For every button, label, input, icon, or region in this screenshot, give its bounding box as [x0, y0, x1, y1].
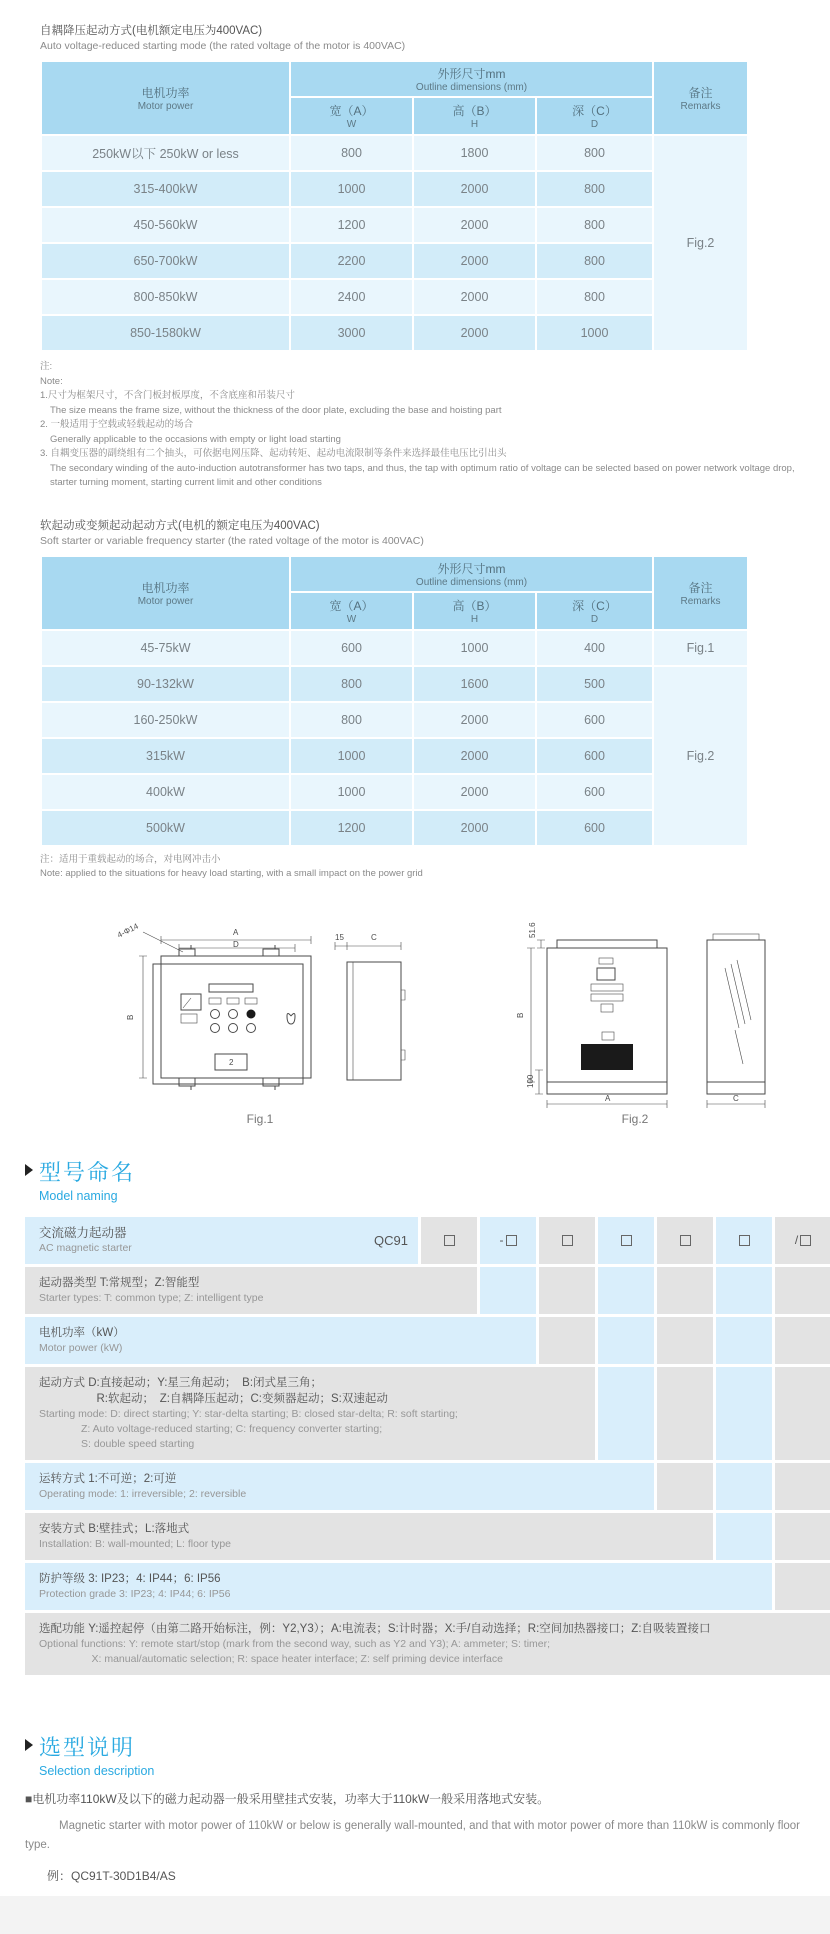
fig1-dim-d: D: [233, 939, 239, 949]
model-naming-row-8: [25, 1613, 830, 1675]
table-row: [42, 631, 747, 665]
fig1-callout: 4-Φ14: [115, 921, 140, 940]
model-naming-heading-en: Model naming: [39, 1188, 118, 1203]
depth-cell: 600: [537, 775, 652, 809]
column-stripe: [539, 1267, 595, 1314]
model-naming-row-5: [25, 1463, 654, 1510]
placeholder-square-icon: [739, 1235, 750, 1246]
height-cell: 1000: [414, 631, 535, 665]
model-naming-row-4: [25, 1367, 595, 1460]
model-row-zh-line: 起动方式 D:直接起动；Y:星三角起动； B:闭式星三角；: [39, 1376, 323, 1389]
remark-cell: Fig.1: [654, 631, 747, 665]
note-line: 3. 自耦变压器的副绕组有二个抽头，可依据电网压降、起动转矩、起动电流限制等条件来选择最佳电压比引出头: [40, 448, 507, 459]
column-stripe: [775, 1513, 830, 1560]
table-row: [42, 739, 747, 773]
table1-title-zh: 自耦降压起动方式(电机额定电压为400VAC): [40, 25, 263, 37]
placeholder-square-icon: [621, 1235, 632, 1246]
column-stripe: [716, 1463, 772, 1510]
fig2-dim-516: 51.6: [528, 921, 537, 938]
fig1-caption: Fig.1: [246, 1111, 274, 1126]
fig1-dim-15: 15: [335, 932, 344, 942]
column-stripe: [657, 1267, 713, 1314]
fig1-drawing: [95, 920, 425, 1110]
fig2-dim-a: A: [605, 1093, 611, 1103]
selection-heading: [25, 1731, 805, 1762]
note-line: starter turning moment, starting current limit and other conditions: [50, 477, 322, 488]
model-naming-row-7: [25, 1563, 772, 1610]
model-row-en-line: Z: Auto voltage-reduced starting; C: frequency converter starting;: [39, 1422, 383, 1435]
model-row-zh-line: R:软起动； Z:自耦降压起动；C:变频器起动；S:双速起动: [39, 1392, 388, 1405]
triangle-bullet-icon: [25, 1164, 33, 1176]
table-row: [42, 208, 747, 242]
note-line: The secondary winding of the auto-induction autotransformer has two taps, and thus, the tap with optimum ratio of voltage can be selected based on power network voltage drop,: [50, 462, 795, 474]
depth-cell: 800: [537, 172, 652, 206]
power-cell: 400kW: [42, 775, 289, 809]
table-row: [42, 703, 747, 737]
model-naming-grid: [25, 1217, 807, 1675]
model-row-en-line: Installation: B: wall-mounted; L: floor type: [39, 1537, 232, 1550]
width-cell: 800: [291, 667, 412, 701]
width-cell: 3000: [291, 316, 412, 350]
table-row: [42, 136, 747, 170]
model-code-box-6: [716, 1217, 772, 1264]
model-naming-heading-zh: 型号命名: [39, 1159, 136, 1185]
fig2-drawing: [485, 920, 785, 1110]
power-cell: 160-250kW: [42, 703, 289, 737]
column-stripe: [775, 1563, 830, 1610]
table1-notes: [40, 360, 805, 491]
table-row: [42, 811, 747, 845]
column-stripe: [598, 1317, 654, 1364]
fig2-dim-b: B: [516, 1012, 525, 1018]
table-row: [42, 244, 747, 278]
table1-title-en: Auto voltage-reduced starting mode (the rated voltage of the motor is 400VAC): [40, 40, 406, 52]
model-row-zh-line: 防护等级 3: IP23；4: IP44；6: IP56: [39, 1572, 221, 1585]
power-cell: 45-75kW: [42, 631, 289, 665]
footer-strip: [0, 1896, 830, 1934]
col-header-remarks: 备注 Remarks: [654, 557, 747, 629]
note-line: Generally applicable to the occasions with empty or light load starting: [50, 433, 341, 445]
model-row-en-line: Starting mode: D: direct starting; Y: star-delta starting; B: closed star-delta; R: soft starting;: [39, 1407, 458, 1420]
col-header-width: 宽（A） W: [291, 593, 412, 629]
model-row-zh-line: 运转方式 1:不可逆；2:可逆: [39, 1472, 177, 1485]
selection-example-code: 例：QC91T-30D1B4/AS: [47, 1868, 176, 1883]
soft-starter-table: [40, 555, 749, 847]
column-stripe: [775, 1367, 830, 1460]
column-stripe: [657, 1317, 713, 1364]
table2-notes: [40, 853, 805, 882]
width-cell: 1000: [291, 739, 412, 773]
width-cell: 800: [291, 136, 412, 170]
height-cell: 2000: [414, 703, 535, 737]
table-row: [42, 775, 747, 809]
width-cell: 1200: [291, 208, 412, 242]
model-row-zh-line: 起动器类型 T:常规型；Z:智能型: [39, 1276, 200, 1289]
power-cell: 315kW: [42, 739, 289, 773]
model-naming-heading: [25, 1156, 805, 1187]
model-row-en-line: Operating mode: 1: irreversible; 2: reversible: [39, 1487, 247, 1500]
column-stripe: [716, 1367, 772, 1460]
model-code-box-4: [598, 1217, 654, 1264]
table-row: [42, 667, 747, 701]
note-line: The size means the frame size, without the thickness of the door plate, excluding the base and hoisting part: [50, 404, 502, 416]
power-cell: 500kW: [42, 811, 289, 845]
depth-cell: 600: [537, 739, 652, 773]
model-row-en-line: X: manual/automatic selection; R: space heater interface; Z: self priming device interface: [39, 1652, 503, 1665]
outline-drawings: [95, 920, 805, 1126]
depth-cell: 400: [537, 631, 652, 665]
width-cell: 1000: [291, 775, 412, 809]
col-header-outline: 外形尺寸mm Outline dimensions (mm): [291, 557, 652, 591]
note-line: 1.尺寸为框架尺寸，不含门板封板厚度，不含底座和吊装尺寸: [40, 390, 295, 401]
height-cell: 2000: [414, 244, 535, 278]
column-stripe: [716, 1317, 772, 1364]
auto-voltage-table-body: [42, 136, 747, 350]
model-code-box-1: [421, 1217, 477, 1264]
selection-para1-zh: ■电机功率110kW及以下的磁力起动器一般采用壁挂式安装，功率大于110kW一般采用落地式安装。: [25, 1791, 550, 1806]
power-cell: 315-400kW: [42, 172, 289, 206]
height-cell: 1600: [414, 667, 535, 701]
model-naming-row-3: [25, 1317, 536, 1364]
column-stripe: [598, 1367, 654, 1460]
model-code-box-7: /: [775, 1217, 830, 1264]
selection-para1-en: Magnetic starter with motor power of 110kW or below is generally wall-mounted, and that with motor power of more than 110kW is commonly floor type.: [25, 1819, 800, 1851]
note-line: Note:: [40, 375, 63, 387]
selection-heading-zh: 选型说明: [39, 1734, 136, 1760]
depth-cell: 800: [537, 244, 652, 278]
model-row-zh-line: 安装方式 B:壁挂式；L:落地式: [39, 1522, 190, 1535]
column-stripe: [657, 1463, 713, 1510]
model-code-box-5: [657, 1217, 713, 1264]
placeholder-square-icon: [680, 1235, 691, 1246]
model-row-zh-line: 选配功能 Y:遥控起停（由第二路开始标注，例：Y2,Y3）；A:电流表；S:计时器；X:手/自动选择；R:空间加热器接口；Z:自吸装置接口: [39, 1622, 711, 1635]
model-row-zh-line: 电机功率（kW）: [39, 1326, 125, 1339]
power-cell: 250kW以下 250kW or less: [42, 136, 289, 170]
column-stripe: [539, 1317, 595, 1364]
power-cell: 850-1580kW: [42, 316, 289, 350]
depth-cell: 800: [537, 136, 652, 170]
triangle-bullet-icon: [25, 1739, 33, 1751]
col-header-height: 高（B） H: [414, 593, 535, 629]
fig2-caption: Fig.2: [621, 1111, 649, 1126]
depth-cell: 500: [537, 667, 652, 701]
selection-heading-en: Selection description: [39, 1763, 155, 1778]
table2-title-en: Soft starter or variable frequency starter (the rated voltage of the motor is 400VAC): [40, 534, 424, 547]
fig1-dim-a: A: [233, 927, 239, 937]
column-stripe: [598, 1267, 654, 1314]
placeholder-square-icon: [506, 1235, 517, 1246]
table2-title: [40, 517, 805, 547]
model-naming-row-1: [25, 1217, 418, 1264]
fig2-dim-c: C: [733, 1093, 739, 1103]
width-cell: 800: [291, 703, 412, 737]
remark-cell: Fig.2: [654, 667, 747, 845]
col-header-outline: 外形尺寸mm Outline dimensions (mm): [291, 62, 652, 96]
table-row: [42, 172, 747, 206]
note-line: 注：适用于重载起动的场合，对电网冲击小: [40, 853, 221, 865]
column-stripe: [775, 1317, 830, 1364]
height-cell: 2000: [414, 280, 535, 314]
power-cell: 450-560kW: [42, 208, 289, 242]
depth-cell: 800: [537, 208, 652, 242]
width-cell: 2400: [291, 280, 412, 314]
col-header-depth: 深（C） D: [537, 98, 652, 134]
column-stripe: [775, 1267, 830, 1314]
height-cell: 2000: [414, 316, 535, 350]
column-stripe: [716, 1267, 772, 1314]
note-line: Note: applied to the situations for heavy load starting, with a small impact on the power grid: [40, 868, 423, 879]
height-cell: 2000: [414, 811, 535, 845]
note-line: 2. 一般适用于空载或轻载起动的场合: [40, 419, 194, 430]
power-cell: 90-132kW: [42, 667, 289, 701]
placeholder-square-icon: [800, 1235, 811, 1246]
fig2-block: [485, 920, 785, 1126]
depth-cell: 1000: [537, 316, 652, 350]
height-cell: 2000: [414, 208, 535, 242]
column-stripe: [716, 1513, 772, 1560]
col-header-remarks: 备注 Remarks: [654, 62, 747, 134]
power-cell: 650-700kW: [42, 244, 289, 278]
col-header-motor-power: 电机功率 Motor power: [42, 557, 289, 629]
model-row-en-line: S: double speed starting: [39, 1437, 195, 1450]
fig1-dim-c: C: [371, 932, 377, 942]
power-cell: 800-850kW: [42, 280, 289, 314]
column-stripe: [657, 1367, 713, 1460]
width-cell: 2200: [291, 244, 412, 278]
model-code-box-3: [539, 1217, 595, 1264]
model-naming-row-2: [25, 1267, 477, 1314]
model-naming-product-label: 交流磁力起动器 AC magnetic starter: [39, 1225, 132, 1254]
fig2-dim-100: 100: [526, 1074, 535, 1088]
width-cell: 600: [291, 631, 412, 665]
col-header-depth: 深（C） D: [537, 593, 652, 629]
fig1-panel-label: 2: [229, 1057, 234, 1067]
fig1-dim-b: B: [126, 1014, 135, 1020]
table-row: [42, 280, 747, 314]
col-header-height: 高（B） H: [414, 98, 535, 134]
model-naming-row-6: [25, 1513, 713, 1560]
height-cell: 2000: [414, 775, 535, 809]
placeholder-square-icon: [444, 1235, 455, 1246]
depth-cell: 800: [537, 280, 652, 314]
model-code-box-2: -: [480, 1217, 536, 1264]
col-header-width: 宽（A） W: [291, 98, 412, 134]
table-row: [42, 316, 747, 350]
model-row-en-line: Protection grade 3: IP23; 4: IP44; 6: IP56: [39, 1587, 231, 1600]
soft-starter-table-body: [42, 631, 747, 845]
col-header-motor-power: 电机功率 Motor power: [42, 62, 289, 134]
placeholder-square-icon: [562, 1235, 573, 1246]
width-cell: 1200: [291, 811, 412, 845]
model-row-en-line: Optional functions: Y: remote start/stop (mark from the second way, such as Y2 and Y3); A: ammeter; S: timer;: [39, 1637, 551, 1650]
depth-cell: 600: [537, 811, 652, 845]
fig1-block: [95, 920, 425, 1126]
table1-title: [40, 22, 805, 52]
model-code: QC91: [374, 1232, 408, 1248]
table2-title-zh: 软起动或变频起动起动方式(电机的额定电压为400VAC): [40, 519, 320, 532]
column-stripe: [480, 1267, 536, 1314]
column-stripe: [775, 1463, 830, 1510]
auto-voltage-table: [40, 60, 749, 352]
height-cell: 2000: [414, 739, 535, 773]
height-cell: 1800: [414, 136, 535, 170]
width-cell: 1000: [291, 172, 412, 206]
remark-cell: Fig.2: [654, 136, 747, 350]
model-row-en-line: Starter types: T: common type; Z: intelligent type: [39, 1291, 264, 1304]
model-row-en-line: Motor power (kW): [39, 1341, 123, 1354]
height-cell: 2000: [414, 172, 535, 206]
depth-cell: 600: [537, 703, 652, 737]
note-line: 注:: [40, 361, 53, 372]
